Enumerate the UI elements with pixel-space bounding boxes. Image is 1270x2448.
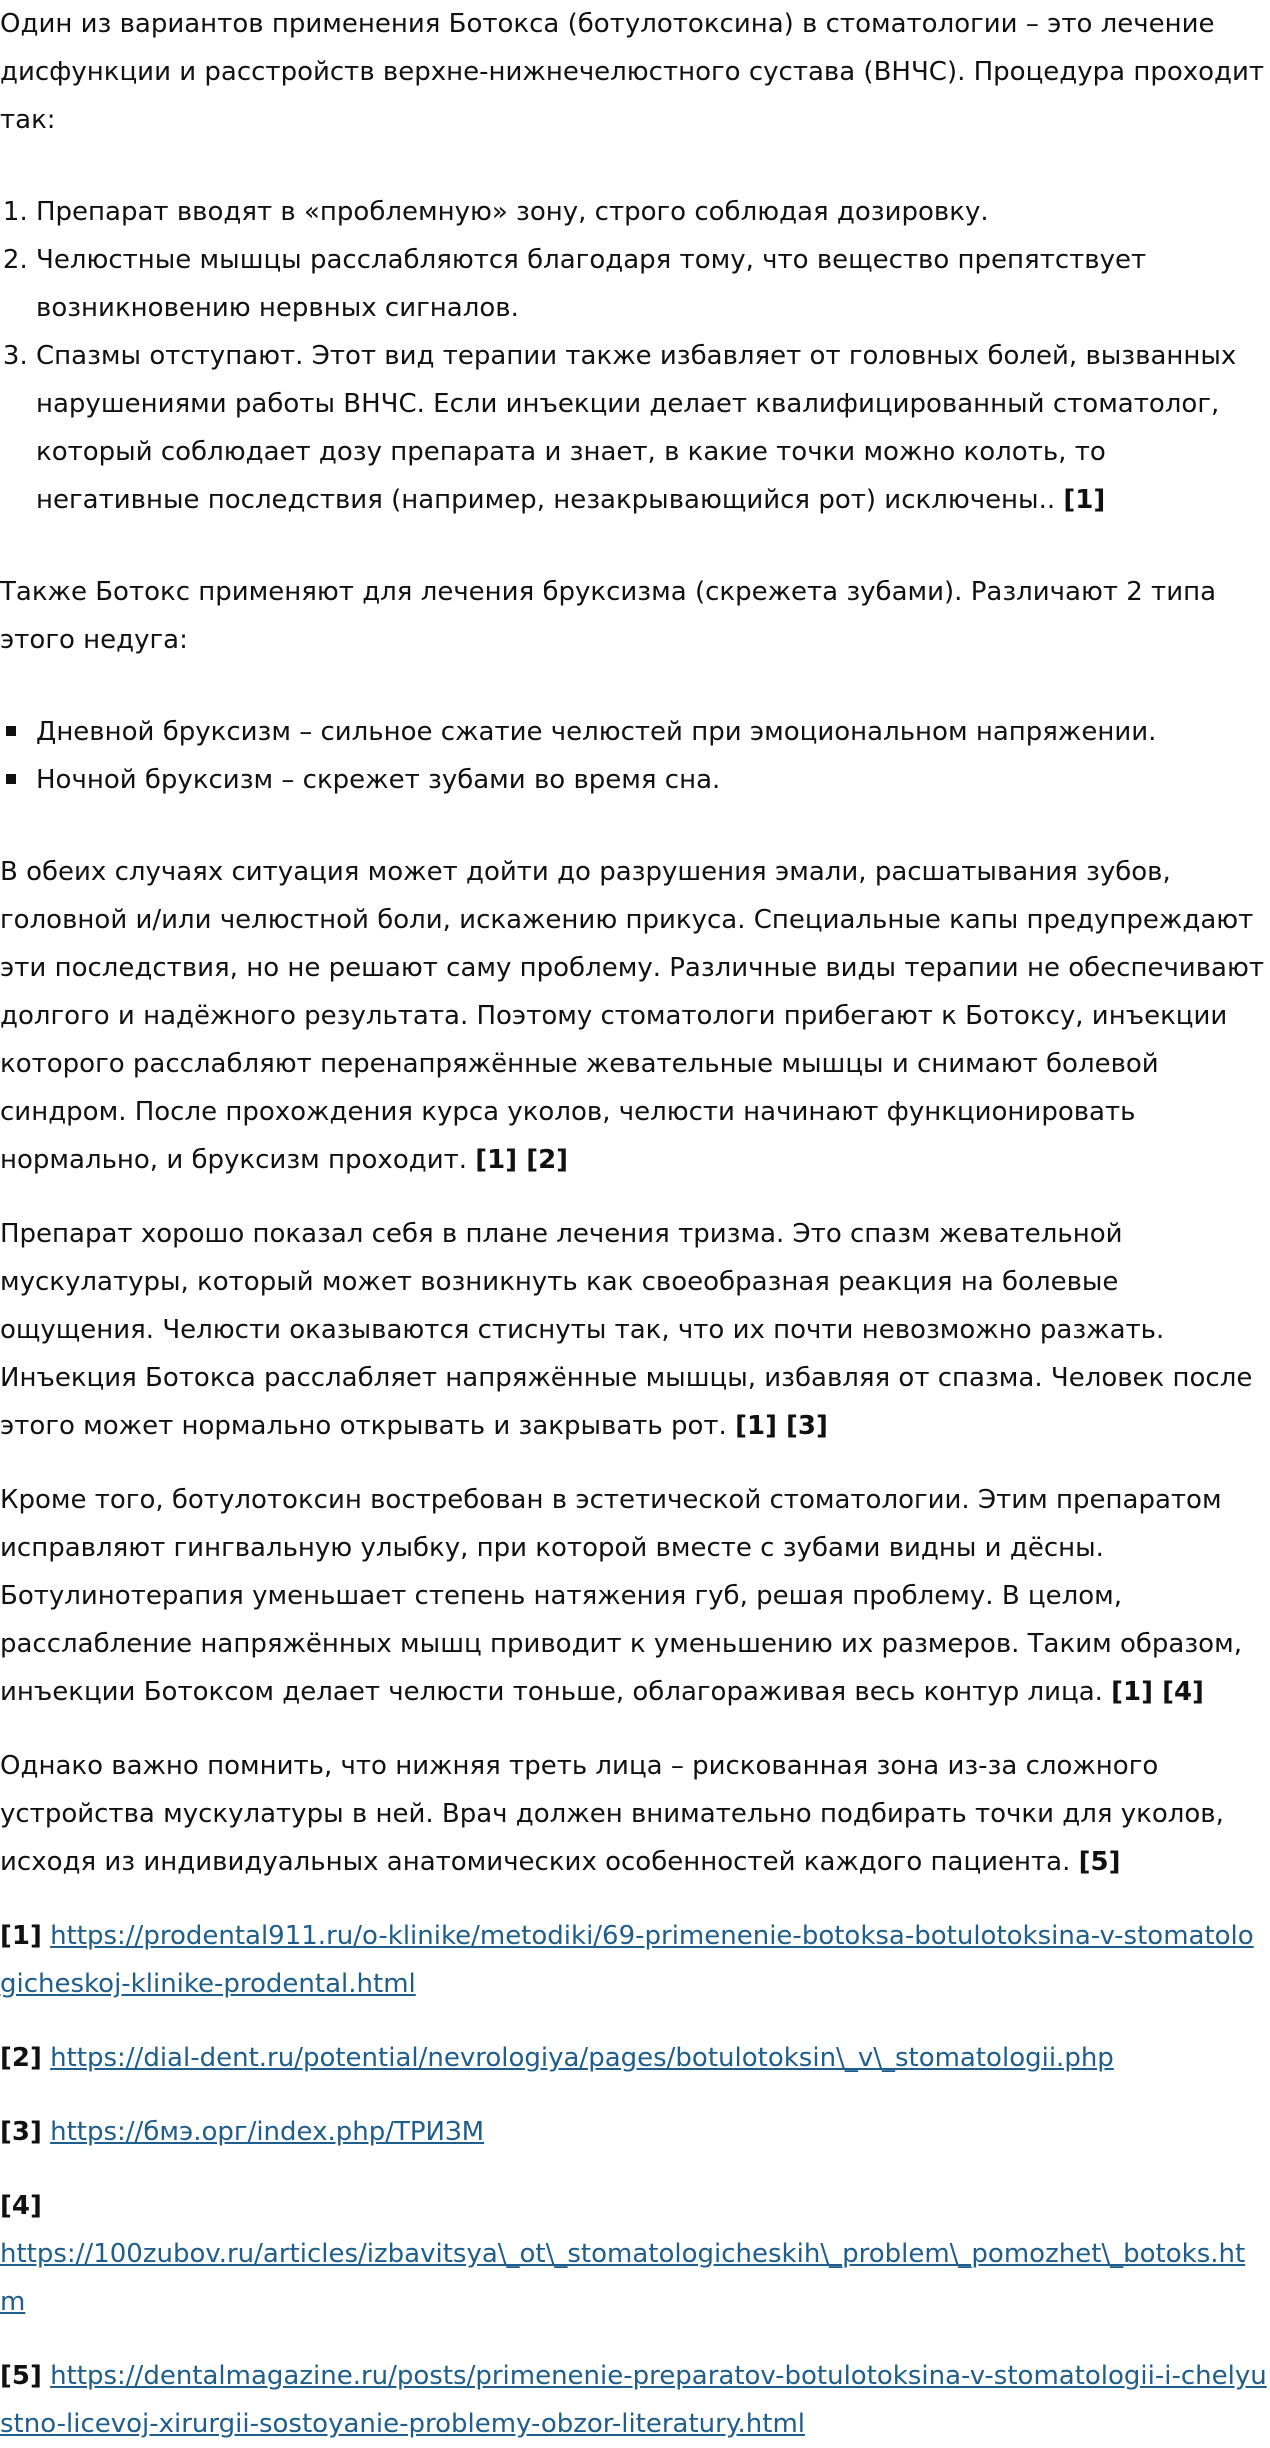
source-label: [3] xyxy=(0,2117,42,2147)
source-3 xyxy=(0,2108,1270,2156)
bruxism-type-item: Ночной бруксизм – скрежет зубами во время сна. xyxy=(36,756,1270,804)
source-label: [5] xyxy=(0,2361,42,2391)
procedure-steps-list xyxy=(0,188,1270,524)
paragraph-trismus xyxy=(0,1210,1270,1450)
bruxism-intro-paragraph: Также Ботокс применяют для лечения бруксизма (скрежета зубами). Различают 2 типа этого недуга: xyxy=(0,577,1217,655)
step-text: Препарат вводят в «проблемную» зону, строго соблюдая дозировку. xyxy=(36,197,989,227)
source-5 xyxy=(0,2352,1270,2448)
source-2 xyxy=(0,2034,1270,2082)
source-1 xyxy=(0,1912,1270,2008)
paragraph-text: В обеих случаях ситуация может дойти до разрушения эмали, расшатывания зубов, головной и/или челюстной боли, искажению прикуса. Специальные капы предупреждают эти последствия, но не решают саму проблему. Различные виды терапии не обеспечивают долгого и надёжного результата. Поэтому стоматологи прибегают к Ботоксу, инъекции которого расслабляют перенапряжённые жевательные мышцы и снимают болевой синдром. После прохождения курса уколов, челюсти начинают функционировать нормально, и бруксизм проходит. xyxy=(0,857,1264,1175)
procedure-step xyxy=(36,188,1270,236)
source-link[interactable]: https://бмэ.орг/index.php/ТРИЗМ xyxy=(50,2117,485,2147)
paragraph-bruxism-effects xyxy=(0,848,1270,1184)
paragraph-text: Однако важно помнить, что нижняя треть лица – рискованная зона из-за сложного устройства мускулатуры в ней. Врач должен внимательно подбирать точки для уколов, исходя из индивидуальных анатомических особенностей каждого пациента. xyxy=(0,1751,1224,1877)
source-link[interactable]: https://prodental911.ru/o-klinike/metodiki/69-primenenie-botoksa-botulotoksina-v-stomatologicheskoj-klinike-prodental.html xyxy=(0,1921,1254,1999)
paragraph-aesthetic xyxy=(0,1476,1270,1716)
source-label: [1] xyxy=(0,1921,42,1951)
paragraph-text: Кроме того, ботулотоксин востребован в эстетической стоматологии. Этим препаратом исправляют гингвальную улыбку, при которой вместе с зубами видны и дёсны. Ботулинотерапия уменьшает степень натяжения губ, решая проблему. В целом, расслабление напряжённых мышц приводит к уменьшению их размеров. Таким образом, инъекции Ботоксом делает челюсти тоньше, облагораживая весь контур лица. xyxy=(0,1485,1242,1707)
source-link[interactable]: https://dial-dent.ru/potential/nevrologiya/pages/botulotoksin\_v\_stomatologii.php xyxy=(50,2043,1114,2073)
procedure-step xyxy=(36,332,1270,524)
reference-marker: [1] xyxy=(1063,485,1106,515)
source-link[interactable]: https://dentalmagazine.ru/posts/primenenie-preparatov-botulotoksina-v-stomatologii-i-chelyustno-licevoj-xirurgii-sostoyanie-problemy-obzor-literatury.html xyxy=(0,2361,1267,2439)
procedure-step xyxy=(36,236,1270,332)
bruxism-type-item: Дневной бруксизм – сильное сжатие челюстей при эмоциональном напряжении. xyxy=(36,708,1270,756)
paragraph-text: Препарат хорошо показал себя в плане лечения тризма. Это спазм жевательной мускулатуры, который может возникнуть как своеобразная реакция на болевые ощущения. Челюсти оказываются стиснуты так, что их почти невозможно разжать. Инъекция Ботокса расслабляет напряжённые мышцы, избавляя от спазма. Человек после этого может нормально открывать и закрывать рот. xyxy=(0,1219,1253,1441)
reference-marker: [1] [3] xyxy=(735,1411,828,1441)
source-link[interactable]: https://100zubov.ru/articles/izbavitsya\_ot\_stomatologicheskih\_problem\_pomozhet\_botoks.htm xyxy=(0,2239,1246,2317)
reference-marker: [5] xyxy=(1078,1847,1121,1877)
bruxism-types-list xyxy=(0,708,1270,804)
source-label: [2] xyxy=(0,2043,42,2073)
source-label: [4] xyxy=(0,2191,42,2221)
reference-marker: [1] [4] xyxy=(1111,1677,1204,1707)
reference-marker: [1] [2] xyxy=(475,1145,569,1175)
intro-paragraph: Один из вариантов применения Ботокса (ботулотоксина) в стоматологии – это лечение дисфункции и расстройств верхне-нижнечелюстного сустава (ВНЧС). Процедура проходит так: xyxy=(0,9,1265,135)
step-text: Челюстные мышцы расслабляются благодаря тому, что вещество препятствует возникновению нервных сигналов. xyxy=(36,245,1147,323)
source-4 xyxy=(0,2182,1270,2326)
step-text: Спазмы отступают. Этот вид терапии также избавляет от головных болей, вызванных нарушениями работы ВНЧС. Если инъекции делает квалифицированный стоматолог, который соблюдает дозу препарата и знает, в какие точки можно колоть, то негативные последствия (например, незакрывающийся рот) исключены.. xyxy=(36,341,1237,515)
paragraph-risk-zone xyxy=(0,1742,1270,1886)
